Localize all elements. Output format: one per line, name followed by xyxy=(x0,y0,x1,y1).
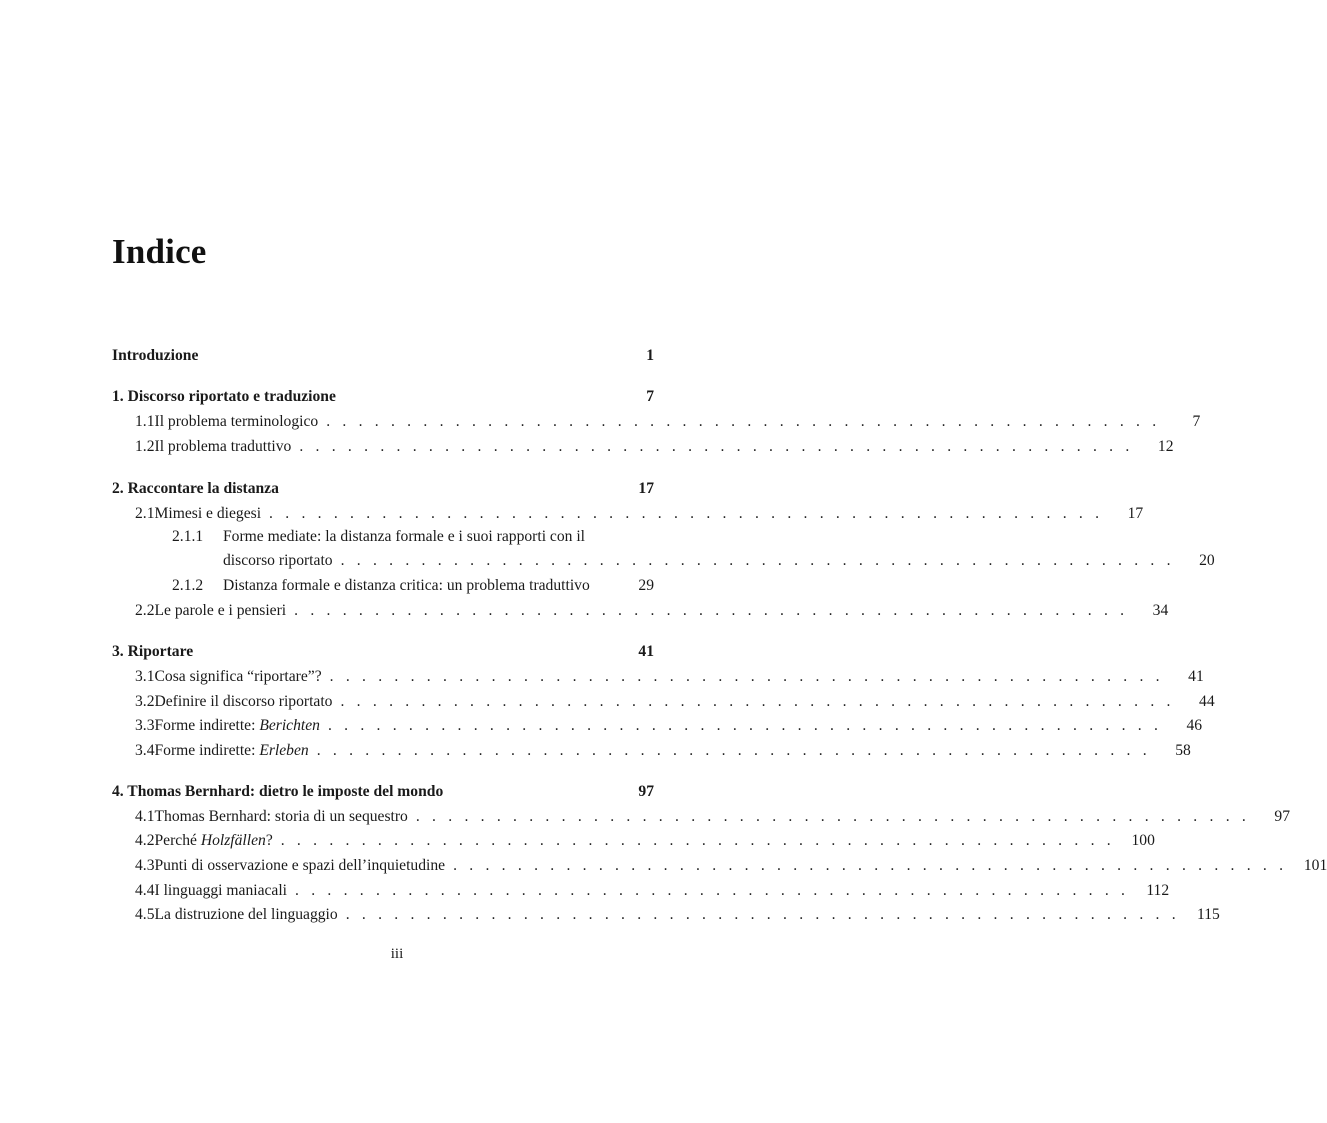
toc-subsection-2-1-2[interactable] xyxy=(172,576,654,596)
toc-chapter-label: 4. Thomas Bernhard: dietro le imposte del mondo xyxy=(112,783,444,800)
toc-subsection-label: Forme mediate: la distanza formale e i suoi rapporti con il xyxy=(223,528,586,545)
toc-page-number: 7 xyxy=(1192,413,1201,430)
toc-section-number: 1.1 xyxy=(135,413,155,430)
toc-section-number: 4.5 xyxy=(135,906,155,923)
toc-section-label: Il problema traduttivo xyxy=(154,438,292,455)
toc-leader-dots: . . . . . . . . . . . . . . . . . . . . . . . . . . . . . . . . . . . . . . . . . . . . . . . . . . . . xyxy=(294,602,1129,619)
toc-section-number: 3.2 xyxy=(135,693,155,710)
toc-page-number: 97 xyxy=(1274,808,1290,825)
toc-section-label xyxy=(155,831,273,851)
toc-page-number: 97 xyxy=(638,783,654,800)
toc-label-prefix: Perché xyxy=(154,832,201,849)
toc-section-4-1[interactable] xyxy=(135,807,1290,827)
toc-section-label: Cosa significa “riportare”? xyxy=(154,668,322,685)
toc-section-3-2[interactable] xyxy=(135,692,1215,712)
toc-subsection-number: 2.1.1 xyxy=(172,528,204,545)
toc-page-number: 34 xyxy=(1152,602,1169,619)
toc-leader-dots: . . . . . . . . . . . . . . . . . . . . . . . . . . . . . . . . . . . . . . . . . . . . . . . . . . . . xyxy=(295,882,1130,899)
toc-section-1-2[interactable] xyxy=(135,437,1174,457)
toc-page-number: 12 xyxy=(1157,438,1174,455)
toc-section-label: I linguaggi maniacali xyxy=(154,882,288,899)
toc-page-number: 100 xyxy=(1131,832,1155,849)
toc-label-prefix: Forme indirette: xyxy=(154,717,260,734)
toc-section-3-4[interactable] xyxy=(135,741,1191,761)
toc-page-number: 46 xyxy=(1186,717,1203,734)
toc-section-number: 4.1 xyxy=(135,808,155,825)
toc-label-suffix: ? xyxy=(265,832,273,849)
toc-section-number: 4.3 xyxy=(135,857,155,874)
toc-page-number: 112 xyxy=(1146,882,1170,899)
toc-section-4-2[interactable] xyxy=(135,831,1155,851)
toc-page-number: 58 xyxy=(1175,742,1191,759)
toc-section-label xyxy=(155,716,320,736)
toc-label-italic: Erleben xyxy=(259,742,309,759)
toc-section-3-3[interactable] xyxy=(135,716,1203,736)
toc-label-italic: Berichten xyxy=(259,717,320,734)
toc-chapter-1[interactable] xyxy=(112,387,654,407)
toc-entry-introduzione[interactable] xyxy=(112,346,654,366)
toc-chapter-label: 3. Riportare xyxy=(112,643,194,660)
toc-leader-dots: . . . . . . . . . . . . . . . . . . . . . . . . . . . . . . . . . . . . . . . . . . . . . . . . . . . . xyxy=(269,505,1104,522)
toc-leader-dots: . . . . . . . . . . . . . . . . . . . . . . . . . . . . . . . . . . . . . . . . . . . . . . . . . . . . xyxy=(327,717,1163,734)
toc-leader-dots: . . . . . . . . . . . . . . . . . . . . . . . . . . . . . . . . . . . . . . . . . . . . . . . . . . . . xyxy=(329,668,1164,685)
toc-page-number: 17 xyxy=(638,480,654,497)
toc-leader-dots: . . . . . . . . . . . . . . . . . . . . . . . . . . . . . . . . . . . . . . . . . . . . . . . . . . . . xyxy=(316,742,1151,759)
toc-section-label: Thomas Bernhard: storia di un sequestro xyxy=(154,808,408,825)
toc-leader-dots: . . . . . . . . . . . . . . . . . . . . . . . . . . . . . . . . . . . . . . . . . . . . . . . . . . . . xyxy=(299,438,1134,455)
toc-leader-dots: . . . . . . . . . . . . . . . . . . . . . . . . . . . . . . . . . . . . . . . . . . . . . . . . . . . . xyxy=(345,906,1180,923)
toc-chapter-2[interactable] xyxy=(112,479,654,499)
toc-subsection-label-continued: discorso riportato xyxy=(223,552,333,569)
toc-section-label: Mimesi e diegesi xyxy=(154,505,262,522)
toc-section-4-5[interactable] xyxy=(135,905,1220,925)
toc-chapter-4[interactable] xyxy=(112,782,654,802)
toc-page-number: 115 xyxy=(1197,906,1220,923)
toc-page-number: 1 xyxy=(646,347,654,364)
toc-page-number: 29 xyxy=(638,577,654,594)
toc-section-2-1[interactable] xyxy=(135,504,1144,524)
toc-subsection-label: Distanza formale e distanza critica: un problema traduttivo xyxy=(223,577,590,594)
toc-leader-dots: . . . . . . . . . . . . . . . . . . . . . . . . . . . . . . . . . . . . . . . . . . . . . . . . . . . . xyxy=(453,857,1288,874)
toc-section-label: Le parole e i pensieri xyxy=(154,602,287,619)
toc-leader-dots: . . . . . . . . . . . . . . . . . . . . . . . . . . . . . . . . . . . . . . . . . . . . . . . . . . . . xyxy=(340,552,1175,569)
toc-section-1-1[interactable] xyxy=(135,412,1201,432)
toc-section-number: 4.2 xyxy=(135,832,155,849)
toc-page-number: 44 xyxy=(1199,693,1215,710)
toc-section-4-4[interactable] xyxy=(135,881,1170,901)
toc-section-3-1[interactable] xyxy=(135,667,1204,687)
toc-section-label: Definire il discorso riportato xyxy=(154,693,333,710)
toc-page-number: 41 xyxy=(638,643,654,660)
toc-label-prefix: Forme indirette: xyxy=(154,742,260,759)
toc-section-4-3[interactable] xyxy=(135,856,1327,876)
toc-section-number: 3.1 xyxy=(135,668,155,685)
toc-chapter-label: 1. Discorso riportato e traduzione xyxy=(112,388,336,405)
toc-leader-dots: . . . . . . . . . . . . . . . . . . . . . . . . . . . . . . . . . . . . . . . . . . . . . . . . . . . . xyxy=(280,832,1115,849)
page-title: Indice xyxy=(112,232,207,271)
page-number-footer: iii xyxy=(390,946,404,962)
toc-section-number: 4.4 xyxy=(135,882,155,899)
toc-leader-dots: . . . . . . . . . . . . . . . . . . . . . . . . . . . . . . . . . . . . . . . . . . . . . . . . . . . . xyxy=(326,413,1161,430)
toc-page-number: 41 xyxy=(1188,668,1204,685)
toc-label-italic: Holzfällen xyxy=(200,832,266,849)
toc-leader-dots: . . . . . . . . . . . . . . . . . . . . . . . . . . . . . . . . . . . . . . . . . . . . . . . . . . . . xyxy=(415,808,1250,825)
toc-section-label: Il problema terminologico xyxy=(154,413,319,430)
toc-section-number: 2.2 xyxy=(135,602,155,619)
toc-chapter-label: 2. Raccontare la distanza xyxy=(112,480,279,497)
toc-section-label xyxy=(155,741,309,761)
toc-subsection-2-1-1-line2[interactable] xyxy=(223,551,1215,571)
toc-subsection-2-1-1-line1[interactable] xyxy=(172,527,654,547)
toc-page-number: 17 xyxy=(1127,505,1144,522)
toc-section-number: 3.4 xyxy=(135,742,155,759)
toc-leader-dots: . . . . . . . . . . . . . . . . . . . . . . . . . . . . . . . . . . . . . . . . . . . . . . . . . . . . xyxy=(340,693,1175,710)
toc-section-label: La distruzione del linguaggio xyxy=(154,906,338,923)
toc-page-number: 20 xyxy=(1199,552,1215,569)
toc-subsection-number: 2.1.2 xyxy=(172,577,204,594)
toc-page-number: 7 xyxy=(646,388,654,405)
toc-entry-label: Introduzione xyxy=(112,347,199,364)
toc-section-number: 1.2 xyxy=(135,438,155,455)
toc-section-label: Punti di osservazione e spazi dell’inquietudine xyxy=(154,857,446,874)
toc-section-number: 2.1 xyxy=(135,505,155,522)
toc-section-2-2[interactable] xyxy=(135,601,1169,621)
toc-section-number: 3.3 xyxy=(135,717,155,734)
toc-chapter-3[interactable] xyxy=(112,642,654,662)
toc-page-number: 101 xyxy=(1303,857,1327,874)
